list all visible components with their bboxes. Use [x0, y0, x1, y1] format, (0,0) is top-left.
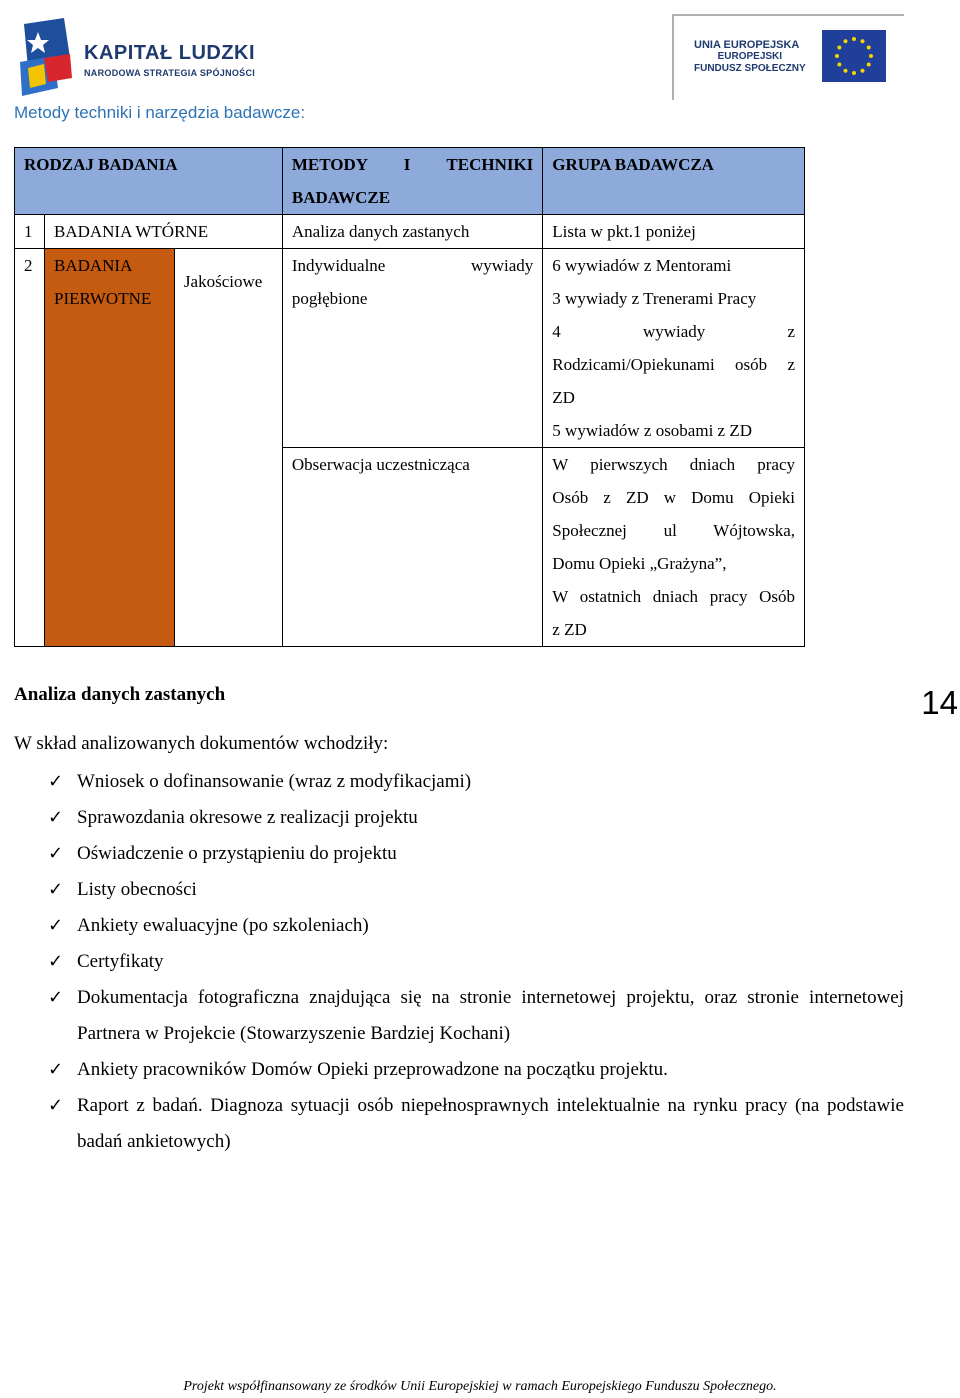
header-methods	[282, 148, 542, 215]
row2-type	[44, 249, 174, 647]
group2-line: W pierwszych dniach pracy	[552, 455, 795, 474]
group1-line: Rodzicami/Opiekunami osób z	[552, 355, 795, 374]
row2-kind	[174, 249, 282, 647]
row2-group1	[543, 249, 805, 448]
list-item	[14, 1052, 904, 1088]
checkmark-icon: ✓	[48, 807, 64, 828]
table-row	[15, 249, 805, 448]
row2-kind-label: Jakościowe	[183, 272, 263, 291]
group2-line: Osób z ZD w Domu Opieki	[552, 488, 795, 507]
documents-list	[14, 764, 904, 1160]
eu-logo-text	[694, 39, 806, 75]
footer-note: Projekt współfinansowany ze środków Unii Europejskiej w ramach Europejskiego Funduszu Społecznego.	[183, 1379, 777, 1394]
header-research-type: RODZAJ BADANIA	[15, 148, 283, 215]
list-item-text: Wniosek o dofinansowanie (wraz z modyfikacjami)	[77, 771, 472, 792]
row2-method1	[282, 249, 542, 448]
checkmark-icon: ✓	[48, 843, 64, 864]
list-item-text: Ankiety ewaluacyjne (po szkoleniach)	[77, 915, 369, 936]
list-item	[14, 944, 904, 980]
row2-type-line2: PIERWOTNE	[53, 289, 152, 308]
checkmark-icon: ✓	[48, 771, 64, 792]
list-item-text: Certyfikaty	[77, 951, 164, 972]
kapital-ludzki-logo	[14, 18, 259, 98]
row2-method1-line2: pogłębione	[291, 289, 368, 308]
group1-line: 3 wywiady z Trenerami Pracy	[552, 289, 757, 308]
list-item-text: Sprawozdania okresowe z realizacji projektu	[77, 807, 418, 828]
kapital-ludzki-title: KAPITAŁ LUDZKI	[84, 42, 256, 64]
list-item	[14, 836, 904, 872]
checkmark-icon: ✓	[48, 1095, 64, 1116]
group2-line: W ostatnich dniach pracy Osób	[552, 587, 795, 606]
kapital-ludzki-emblem-icon	[14, 18, 76, 98]
table-header-row	[15, 148, 805, 215]
section-title: Metody techniki i narzędzia badawcze:	[14, 103, 306, 122]
eu-logo-line2: EUROPEJSKI	[717, 51, 783, 62]
list-item	[14, 908, 904, 944]
kapital-ludzki-subtitle: NARODOWA STRATEGIA SPÓJNOŚCI	[84, 68, 256, 78]
row2-method2: Obserwacja uczestnicząca	[282, 448, 542, 647]
list-item-text: Listy obecności	[77, 879, 197, 900]
list-item-text: Raport z badań. Diagnoza sytuacji osób niepełnosprawnych intelektualnie na rynku pracy (na podstawie badań ankietowych)	[77, 1095, 904, 1152]
checkmark-icon: ✓	[48, 1059, 64, 1080]
research-methods-table	[14, 147, 805, 647]
row1-type: BADANIA WTÓRNE	[44, 215, 282, 249]
row1-method: Analiza danych zastanych	[282, 215, 542, 249]
eu-logo	[672, 14, 904, 99]
list-item	[14, 980, 904, 1052]
row2-number: 2	[15, 249, 45, 647]
group1-line: ZD	[552, 388, 575, 407]
subheading: Analiza danych zastanych	[14, 684, 226, 705]
list-item	[14, 1088, 904, 1160]
list-item	[14, 800, 904, 836]
checkmark-icon: ✓	[48, 915, 64, 936]
row2-method1-line1: Indywidualne wywiady	[291, 256, 534, 275]
list-item-text: Oświadczenie o przystąpieniu do projektu	[77, 843, 397, 864]
checkmark-icon: ✓	[48, 951, 64, 972]
group2-line: Domu Opieki „Grażyna”,	[552, 554, 727, 573]
list-item-text: Ankiety pracowników Domów Opieki przeprowadzone na początku projektu.	[77, 1059, 668, 1080]
table-row	[15, 215, 805, 249]
row2-group2	[543, 448, 805, 647]
group2-line: z ZD	[552, 620, 587, 639]
list-item-text: Dokumentacja fotograficzna znajdująca się na stronie internetowej projektu, oraz stronie internetowej Partnera w Projekcie (Stowarzyszenie Bardziej Kochani)	[77, 987, 904, 1044]
group1-line: 6 wywiadów z Mentorami	[552, 256, 732, 275]
group1-line: 4 wywiady z	[552, 322, 795, 341]
header-methods-line2: BADAWCZE	[291, 188, 391, 207]
eu-flag-icon	[822, 30, 886, 82]
row2-type-line1: BADANIA	[53, 256, 133, 275]
checkmark-icon: ✓	[48, 879, 64, 900]
page-number: 14	[921, 684, 958, 721]
group2-line: Społecznej ul Wójtowska,	[552, 521, 795, 540]
intro-text: W skład analizowanych dokumentów wchodziły:	[14, 733, 389, 754]
header-research-group: GRUPA BADAWCZA	[543, 148, 805, 215]
header-methods-line1: METODY I TECHNIKI	[291, 155, 534, 174]
group1-line: 5 wywiadów z osobami z ZD	[552, 421, 753, 440]
list-item	[14, 764, 904, 800]
eu-logo-line1: UNIA EUROPEJSKA	[694, 39, 800, 51]
eu-logo-line3: FUNDUSZ SPOŁECZNY	[694, 63, 806, 74]
row1-group: Lista w pkt.1 poniżej	[543, 215, 805, 249]
list-item	[14, 872, 904, 908]
checkmark-icon: ✓	[48, 987, 64, 1008]
row1-number: 1	[15, 215, 45, 249]
